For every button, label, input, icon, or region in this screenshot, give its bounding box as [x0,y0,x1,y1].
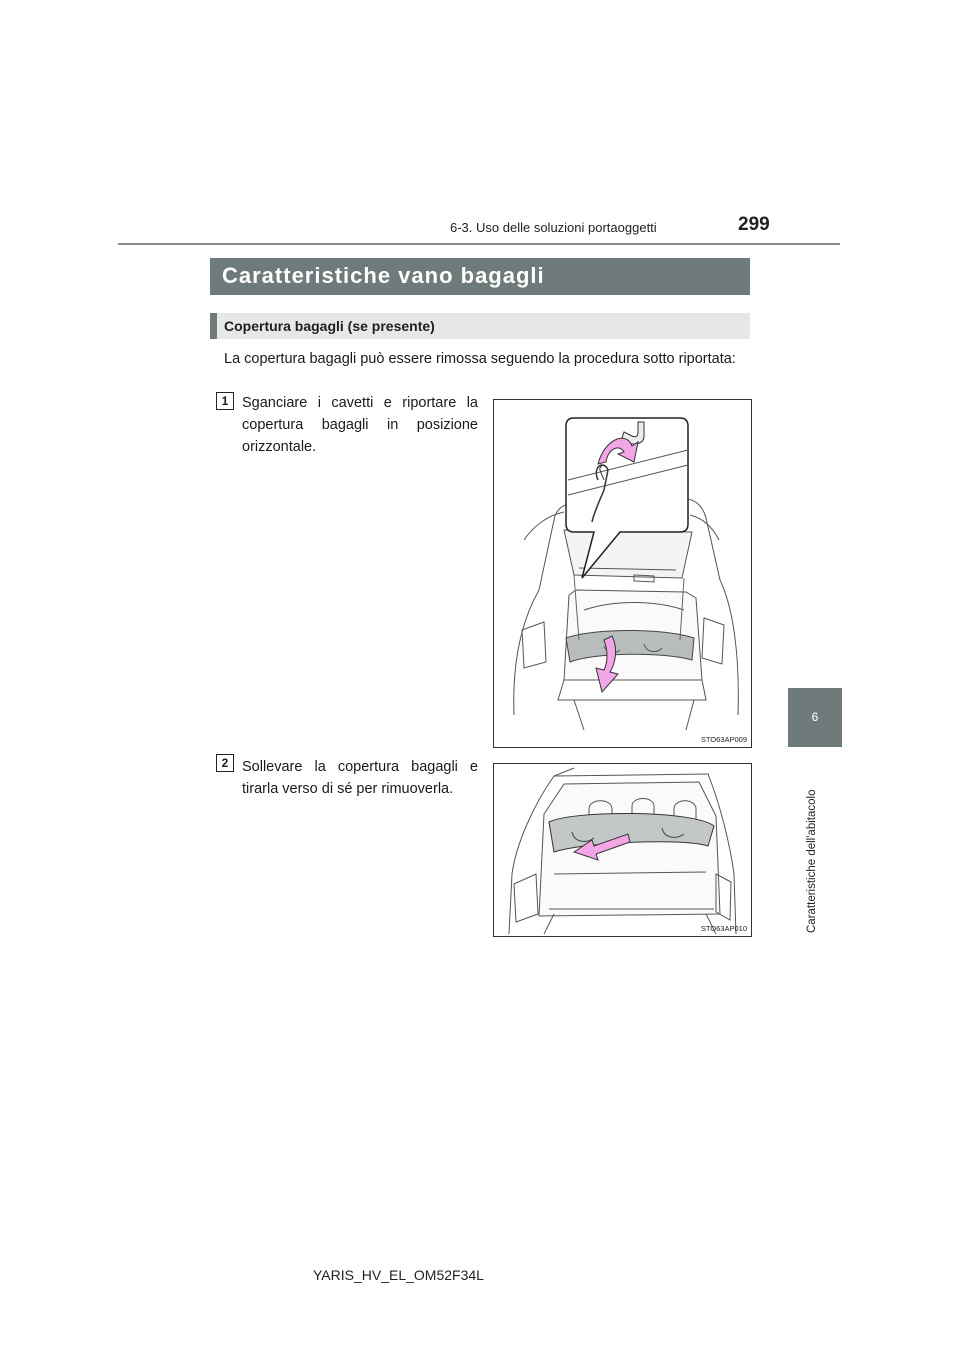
step-1-text: Sganciare i cavetti e riportare la copertura bagagli in posizione orizzontale. [242,395,478,455]
chapter-tab-label-wrap [806,763,826,933]
figure-unhook-cables [493,399,752,748]
section-title: Caratteristiche vano bagagli [222,263,545,288]
car-trunk-illustration-1 [494,400,751,747]
step-2-text: Sollevare la copertura bagagli e tirarla verso di sé per rimuoverla. [242,759,478,797]
step-1-number: 1 [216,392,234,410]
subsection-accent [210,313,217,339]
running-header-section: 6-3. Uso delle soluzioni portaoggetti [450,220,657,235]
figure-2-code: STO63AP010 [700,924,747,933]
header-divider [118,243,840,245]
step-2-number: 2 [216,754,234,772]
intro-paragraph: La copertura bagagli può essere rimossa seguendo la procedura sotto riportata: [224,351,736,367]
subsection-title: Copertura bagagli (se presente) [224,318,435,334]
figure-remove-cover [493,763,752,937]
document-code-footer: YARIS_HV_EL_OM52F34L [313,1267,484,1283]
chapter-tab-number: 6 [811,710,819,724]
page-number: 299 [738,214,770,235]
figure-1-code: STO63AP009 [700,735,747,744]
chapter-tab-label: Caratteristiche dell'abitacolo [806,789,818,933]
car-trunk-illustration-2 [494,764,751,936]
